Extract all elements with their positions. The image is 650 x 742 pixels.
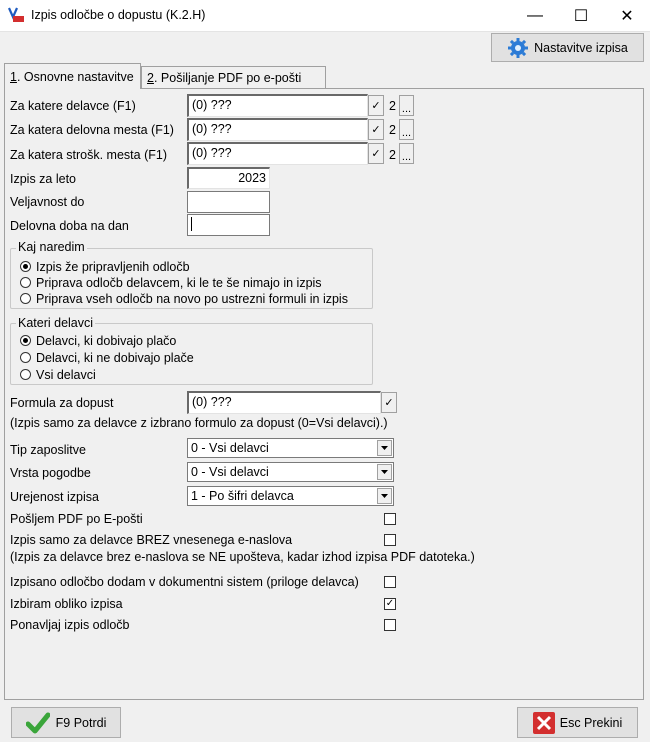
- employees-filter-input[interactable]: (0) ???: [187, 94, 368, 117]
- radio-icon: [20, 261, 31, 272]
- cost-centers-filter-count: 2: [389, 148, 396, 162]
- check-icon: ✓: [371, 100, 381, 112]
- close-button[interactable]: [604, 0, 650, 31]
- send-pdf-email-checkbox[interactable]: [384, 513, 396, 525]
- employees-option-paid[interactable]: [20, 334, 370, 349]
- maximize-button[interactable]: [558, 0, 604, 31]
- tab-pdf-email[interactable]: [141, 66, 326, 88]
- radio-icon: [20, 293, 31, 304]
- choose-print-format-label: Izbiram obliko izpisa: [10, 597, 123, 611]
- no-email-only-label: Izpis samo za delavce BREZ vnesenega e-naslova: [10, 533, 293, 547]
- choose-print-format-checkbox[interactable]: [384, 598, 396, 610]
- formula-label: Formula za dopust: [10, 396, 114, 410]
- window-title: Izpis odločbe o dopustu (K.2.H): [31, 8, 206, 22]
- daily-hours-input[interactable]: [187, 214, 270, 236]
- action-group-title: Kaj naredim: [18, 240, 85, 254]
- radio-icon: [20, 335, 31, 346]
- confirm-label: F9 Potrdi: [55, 715, 107, 730]
- action-option-regenerate[interactable]: [20, 292, 370, 307]
- tab-pdf-label: . Pošiljanje PDF po e-pošti: [153, 71, 302, 85]
- cost-centers-filter-confirm-button[interactable]: [368, 143, 384, 164]
- sort-order-select[interactable]: [187, 486, 394, 506]
- chevron-down-icon: [377, 488, 392, 504]
- employees-option-unpaid[interactable]: [20, 351, 370, 366]
- workplaces-filter-count: 2: [389, 123, 396, 137]
- checkbox-check-icon: ✓: [385, 598, 395, 609]
- repeat-print-label: Ponavljaj izpis odločb: [10, 618, 130, 632]
- formula-note: (Izpis samo za delavce z izbrano formulo za dopust (0=Vsi delavci).): [10, 416, 388, 430]
- cost-centers-filter-label: Za katera strošk. mesta (F1): [10, 148, 167, 162]
- tab-basic-label: . Osnovne nastavitve: [16, 70, 134, 84]
- print-settings-label: Nastavitve izpisa: [534, 40, 628, 55]
- repeat-print-checkbox[interactable]: [384, 619, 396, 631]
- add-to-dms-label: Izpisano odločbo dodam v dokumentni sistem (priloge delavca): [10, 575, 359, 589]
- cancel-button[interactable]: [517, 707, 638, 738]
- check-icon: ✓: [384, 397, 394, 409]
- action-option-missing-label: Priprava odločb delavcem, ki le te še nimajo in izpis: [36, 276, 322, 290]
- workplaces-filter-confirm-button[interactable]: [368, 119, 384, 140]
- employees-filter-count: 2: [389, 99, 396, 113]
- contract-type-select[interactable]: [187, 462, 394, 482]
- sort-order-value: 1 - Po šifri delavca: [191, 489, 294, 503]
- employment-type-label: Tip zaposlitve: [10, 443, 86, 457]
- tab-pdf-key: 2: [147, 71, 154, 85]
- employees-filter-more-button[interactable]: ...: [399, 95, 414, 116]
- radio-icon: [20, 277, 31, 288]
- formula-input[interactable]: (0) ???: [187, 391, 381, 414]
- checkmark-icon: [26, 712, 50, 734]
- workplaces-filter-more-button[interactable]: ...: [399, 119, 414, 140]
- daily-hours-label: Delovna doba na dan: [10, 219, 129, 233]
- employees-option-all-label: Vsi delavci: [36, 368, 96, 382]
- maximize-icon: ☐: [573, 7, 589, 25]
- send-pdf-email-label: Pošljem PDF po E-pošti: [10, 512, 143, 526]
- employees-option-unpaid-label: Delavci, ki ne dobivajo plače: [36, 351, 194, 365]
- workplaces-filter-input[interactable]: (0) ???: [187, 118, 368, 141]
- year-label: Izpis za leto: [10, 172, 77, 186]
- gear-icon: [507, 37, 529, 59]
- text-cursor: [191, 217, 192, 231]
- valid-until-input[interactable]: [187, 191, 270, 213]
- action-option-existing[interactable]: [20, 260, 370, 275]
- employees-filter-confirm-button[interactable]: [368, 95, 384, 116]
- cost-centers-filter-more-button[interactable]: ...: [399, 143, 414, 164]
- check-icon: ✓: [371, 124, 381, 136]
- cancel-label: Esc Prekini: [559, 715, 623, 730]
- radio-icon: [20, 352, 31, 363]
- contract-type-label: Vrsta pogodbe: [10, 466, 91, 480]
- year-input[interactable]: 2023: [187, 167, 270, 189]
- app-logo-icon: [8, 7, 25, 23]
- valid-until-label: Veljavnost do: [10, 195, 85, 209]
- check-icon: ✓: [371, 148, 381, 160]
- confirm-button[interactable]: [11, 707, 121, 738]
- employment-type-select[interactable]: [187, 438, 394, 458]
- tab-basic-key: 1: [10, 70, 17, 84]
- action-option-missing[interactable]: [20, 276, 370, 291]
- minimize-icon: —: [527, 6, 543, 24]
- employees-option-paid-label: Delavci, ki dobivajo plačo: [36, 334, 177, 348]
- tab-basic-settings[interactable]: [4, 63, 141, 89]
- title-bar: [0, 0, 650, 32]
- employees-filter-label: Za katere delavce (F1): [10, 99, 136, 113]
- email-note: (Izpis za delavce brez e-naslova se NE upošteva, kadar izhod izpisa PDF datoteka.): [10, 550, 475, 564]
- employees-group-title: Kateri delavci: [18, 316, 94, 330]
- workplaces-filter-label: Za katera delovna mesta (F1): [10, 123, 174, 137]
- cost-centers-filter-input[interactable]: (0) ???: [187, 142, 368, 165]
- print-settings-button[interactable]: [491, 33, 644, 62]
- no-email-only-checkbox[interactable]: [384, 534, 396, 546]
- employment-type-value: 0 - Vsi delavci: [191, 441, 269, 455]
- contract-type-value: 0 - Vsi delavci: [191, 465, 269, 479]
- radio-icon: [20, 369, 31, 380]
- close-icon: ✕: [620, 7, 634, 25]
- add-to-dms-checkbox[interactable]: [384, 576, 396, 588]
- cancel-x-icon: [533, 712, 555, 734]
- action-option-regenerate-label: Priprava vseh odločb na novo po ustrezni formuli in izpis: [36, 292, 348, 306]
- sort-order-label: Urejenost izpisa: [10, 490, 99, 504]
- formula-confirm-button[interactable]: [381, 392, 397, 413]
- minimize-button[interactable]: [512, 0, 558, 31]
- chevron-down-icon: [377, 464, 392, 480]
- action-option-existing-label: Izpis že pripravljenih odločb: [36, 260, 190, 274]
- chevron-down-icon: [377, 440, 392, 456]
- employees-option-all[interactable]: [20, 368, 370, 383]
